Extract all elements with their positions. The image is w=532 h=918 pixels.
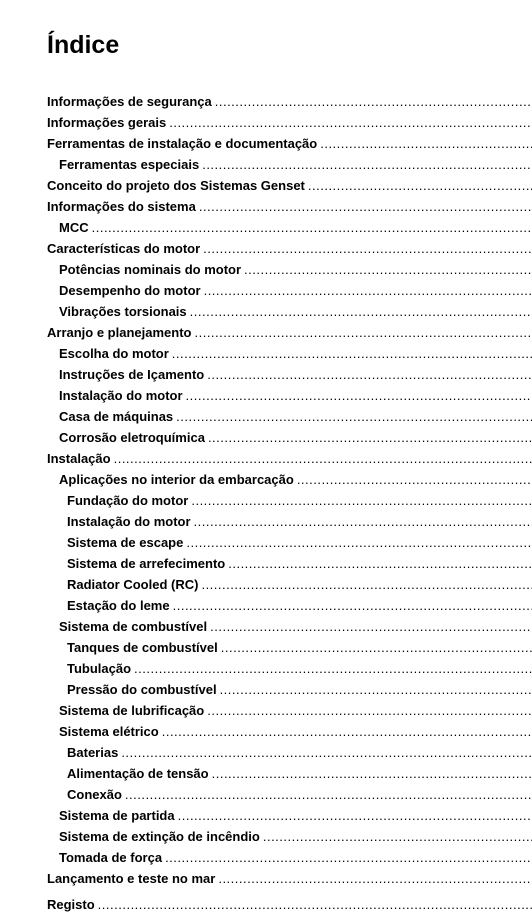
- table-of-contents: [0, 91, 532, 915]
- dot-leader: [215, 91, 532, 112]
- toc-entry-label: Tubulação: [67, 661, 132, 676]
- dot-leader: [203, 238, 532, 259]
- toc-entry[interactable]: [0, 280, 532, 301]
- toc-entry-label: Aplicações no interior da embarcação: [59, 472, 294, 487]
- dot-leader: [194, 511, 532, 532]
- toc-entry[interactable]: [0, 322, 532, 343]
- toc-entry[interactable]: [0, 763, 532, 784]
- toc-entry[interactable]: [0, 511, 532, 532]
- dot-leader: [308, 175, 532, 196]
- toc-entry-label: Baterias: [67, 745, 119, 760]
- toc-entry-label: Arranjo e planejamento: [47, 325, 192, 340]
- toc-entry-label: Conceito do projeto dos Sistemas Genset: [47, 178, 305, 193]
- toc-entry[interactable]: [0, 301, 532, 322]
- toc-entry[interactable]: [0, 196, 532, 217]
- toc-entry-label: Escolha do motor: [59, 346, 169, 361]
- toc-entry-label: Pressão do combustível: [67, 682, 217, 697]
- toc-entry-label: Sistema de escape: [67, 535, 184, 550]
- dot-leader: [172, 343, 532, 364]
- dot-leader: [218, 868, 532, 889]
- toc-entry[interactable]: [0, 868, 532, 889]
- toc-entry[interactable]: [0, 742, 532, 763]
- toc-entry-label: Instruções de Içamento: [59, 367, 205, 382]
- toc-entry-label: Desempenho do motor: [59, 283, 201, 298]
- dot-leader: [210, 616, 532, 637]
- toc-entry[interactable]: [0, 469, 532, 490]
- toc-entry-label: Sistema de combustível: [59, 619, 208, 634]
- dot-leader: [212, 763, 532, 784]
- dot-leader: [320, 133, 532, 154]
- toc-entry-label: Tanques de combustível: [67, 640, 218, 655]
- dot-leader: [221, 637, 532, 658]
- toc-entry[interactable]: [0, 91, 532, 112]
- page-title: Índice: [47, 31, 120, 59]
- dot-leader: [186, 385, 532, 406]
- dot-leader: [169, 112, 532, 133]
- toc-entry-label: Fundação do motor: [67, 493, 189, 508]
- toc-entry[interactable]: [0, 427, 532, 448]
- toc-entry-label: Ferramentas de instalação e documentação: [47, 136, 318, 151]
- toc-entry[interactable]: [0, 679, 532, 700]
- toc-entry-label: Informações de segurança: [47, 94, 212, 109]
- toc-entry[interactable]: [0, 385, 532, 406]
- toc-entry[interactable]: [0, 448, 532, 469]
- dot-leader: [134, 658, 532, 679]
- toc-entry[interactable]: [0, 595, 532, 616]
- toc-entry-label: Conexão: [67, 787, 122, 802]
- toc-entry-label: Instalação do motor: [59, 388, 183, 403]
- toc-entry-label: Potências nominais do motor: [59, 262, 242, 277]
- dot-leader: [173, 595, 532, 616]
- dot-leader: [190, 301, 532, 322]
- toc-entry-label: Instalação: [47, 451, 111, 466]
- toc-entry[interactable]: [0, 637, 532, 658]
- toc-entry[interactable]: [0, 364, 532, 385]
- dot-leader: [92, 217, 532, 238]
- dot-leader: [125, 784, 532, 805]
- toc-entry[interactable]: [0, 553, 532, 574]
- toc-entry[interactable]: [0, 805, 532, 826]
- toc-entry[interactable]: [0, 826, 532, 847]
- dot-leader: [194, 322, 532, 343]
- dot-leader: [207, 700, 532, 721]
- dot-leader: [207, 364, 532, 385]
- toc-entry-label: Sistema de partida: [59, 808, 175, 823]
- toc-entry[interactable]: [0, 784, 532, 805]
- toc-entry[interactable]: [0, 894, 532, 915]
- toc-entry[interactable]: [0, 490, 532, 511]
- dot-leader: [178, 805, 532, 826]
- toc-entry[interactable]: [0, 532, 532, 553]
- dot-leader: [263, 826, 532, 847]
- toc-entry[interactable]: [0, 259, 532, 280]
- toc-entry-label: Instalação do motor: [67, 514, 191, 529]
- toc-entry-label: Sistema de extinção de incêndio: [59, 829, 260, 844]
- dot-leader: [121, 742, 532, 763]
- toc-entry-label: Sistema de lubrificação: [59, 703, 205, 718]
- toc-entry-label: MCC: [59, 220, 89, 235]
- toc-entry-label: Informações do sistema: [47, 199, 196, 214]
- dot-leader: [202, 154, 532, 175]
- toc-entry-label: Sistema de arrefecimento: [67, 556, 226, 571]
- dot-leader: [199, 196, 532, 217]
- toc-entry[interactable]: [0, 721, 532, 742]
- dot-leader: [162, 721, 532, 742]
- dot-leader: [186, 532, 532, 553]
- dot-leader: [176, 406, 532, 427]
- dot-leader: [208, 427, 532, 448]
- toc-entry-label: Tomada de força: [59, 850, 163, 865]
- toc-entry[interactable]: [0, 658, 532, 679]
- dot-leader: [204, 280, 532, 301]
- toc-entry-label: Radiator Cooled (RC): [67, 577, 199, 592]
- toc-entry[interactable]: [0, 154, 532, 175]
- toc-entry-label: Lançamento e teste no mar: [47, 871, 216, 886]
- toc-entry[interactable]: [0, 112, 532, 133]
- dot-leader: [165, 847, 532, 868]
- toc-entry-label: Estação do leme: [67, 598, 170, 613]
- dot-leader: [98, 894, 532, 915]
- toc-entry[interactable]: [0, 700, 532, 721]
- toc-entry-label: Ferramentas especiais: [59, 157, 200, 172]
- toc-entry[interactable]: [0, 238, 532, 259]
- toc-entry-label: Alimentação de tensão: [67, 766, 209, 781]
- toc-entry-label: Casa de máquinas: [59, 409, 174, 424]
- dot-leader: [297, 469, 532, 490]
- toc-entry[interactable]: [0, 406, 532, 427]
- toc-entry-label: Vibrações torsionais: [59, 304, 187, 319]
- dot-leader: [228, 553, 532, 574]
- dot-leader: [191, 490, 532, 511]
- toc-entry[interactable]: [0, 175, 532, 196]
- toc-entry-label: Características do motor: [47, 241, 201, 256]
- toc-entry-label: Registo: [47, 897, 95, 912]
- toc-entry-label: Corrosão eletroquímica: [59, 430, 205, 445]
- toc-entry[interactable]: [0, 616, 532, 637]
- toc-entry[interactable]: [0, 574, 532, 595]
- toc-entry[interactable]: [0, 847, 532, 868]
- dot-leader: [114, 448, 532, 469]
- dot-leader: [244, 259, 532, 280]
- toc-entry[interactable]: [0, 343, 532, 364]
- dot-leader: [220, 679, 532, 700]
- toc-entry-label: Informações gerais: [47, 115, 167, 130]
- toc-entry[interactable]: [0, 133, 532, 154]
- dot-leader: [201, 574, 532, 595]
- toc-entry-label: Sistema elétrico: [59, 724, 159, 739]
- toc-entry[interactable]: [0, 217, 532, 238]
